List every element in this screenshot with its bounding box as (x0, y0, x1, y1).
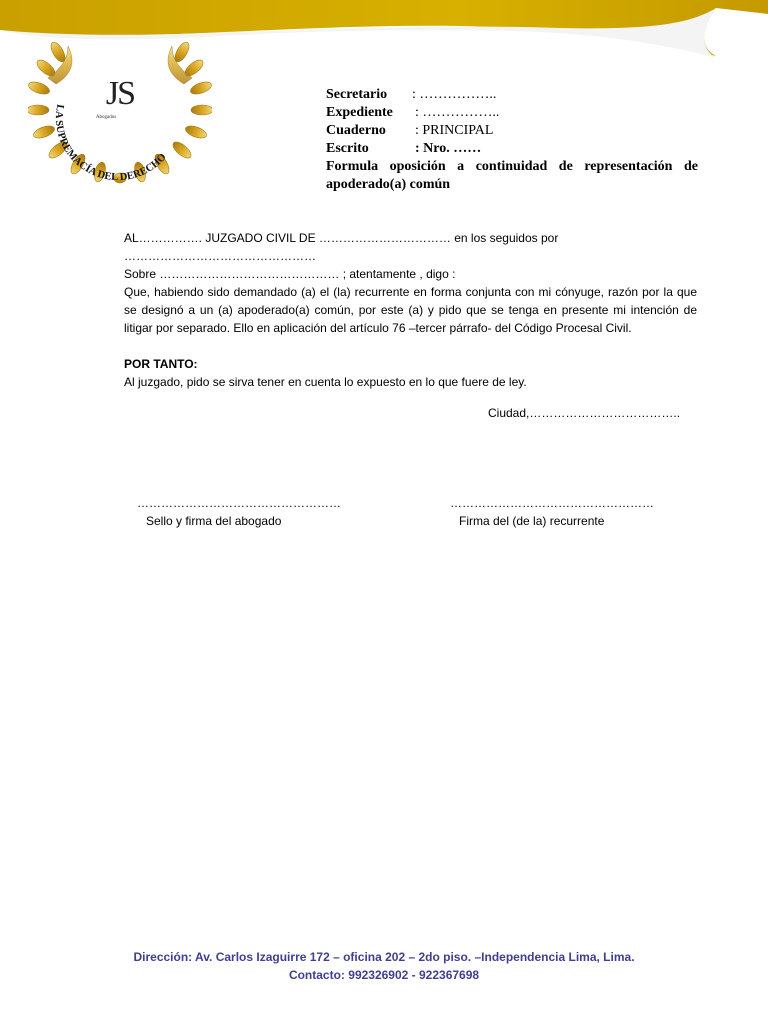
case-info-block (326, 86, 698, 194)
footer-contact: Contacto: 992326902 - 922367698 (288, 968, 480, 982)
expediente-value: : …………….. (415, 105, 500, 120)
escrito-value: : Nro. …… (415, 141, 482, 156)
petition-paragraph: Que, habiendo sido demandado (a) el (la) recurrente en forma conjunta con mi cónyuge, razón por la que se designó a un (a) apoderado(a) común, por este (a) y pido que se tenga en presente mi intención de litigar por separado. Ello en aplicación del artículo 76 –tercer párrafo- del Código Procesal Civil. (124, 285, 697, 335)
logo-sub-label: Abogados (95, 115, 117, 120)
case-row-cuaderno (326, 122, 698, 140)
petition-body (124, 229, 697, 391)
lawyer-signature-label: Sello y firma del abogado (146, 514, 282, 528)
petitioner-signature-label: Firma del (de la) recurrente (459, 514, 605, 528)
expediente-label: Expediente (326, 105, 393, 120)
case-row-expediente (326, 104, 698, 122)
case-subject: Formula oposición a continuidad de representación de apoderado(a) común (326, 159, 698, 192)
logo-initials: JS (105, 75, 135, 112)
law-firm-logo (28, 38, 212, 186)
escrito-label: Escrito (326, 141, 369, 156)
por-tanto-heading: POR TANTO: (124, 357, 198, 371)
footer (0, 948, 768, 984)
logo-motto: LA SUPREMACÍA DEL DERECHO (52, 103, 169, 184)
closing-request: Al juzgado, pido se sirva tener en cuenta lo expuesto en lo que fuere de ley. (124, 375, 527, 389)
city-date-line: Ciudad,……………………………….. (488, 406, 681, 420)
case-row-secretario (326, 86, 698, 104)
court-address-line: AL……………. JUZGADO CIVIL DE …………………………… en los seguidos por ………………………………………… (124, 231, 559, 263)
secretario-value: : …………….. (412, 87, 497, 102)
cuaderno-value: : PRINCIPAL (415, 123, 494, 138)
footer-address: Dirección: Av. Carlos Izaguirre 172 – oficina 202 – 2do piso. –Independencia Lima, Lima. (133, 950, 635, 964)
cuaderno-label: Cuaderno (326, 123, 386, 138)
lawyer-signature-line: …………………………………………… (137, 496, 341, 510)
case-row-escrito (326, 140, 698, 158)
secretario-label: Secretario (326, 87, 388, 102)
petitioner-signature-line: …………………………………………… (450, 496, 654, 510)
sobre-line: Sobre ……………………………………… ; atentamente , digo : (124, 267, 456, 281)
